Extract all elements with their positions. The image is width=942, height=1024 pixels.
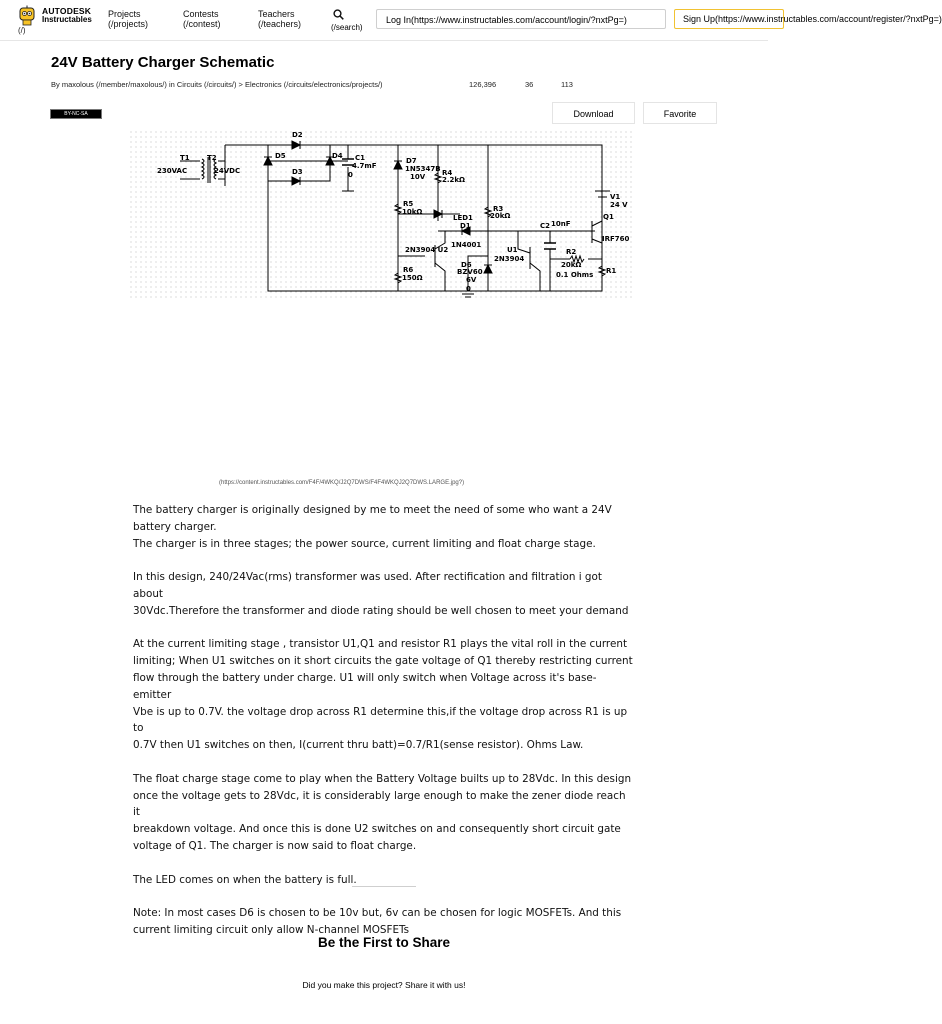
login-button[interactable]: Log In(https://www.instructables.com/account/login/?nxtPg=) [376,9,666,29]
label-V1-value: 24 V [610,201,628,209]
label-R2: R2 [566,248,577,256]
label-D1: D1 [460,222,471,230]
comments-count: 113 [561,80,573,89]
label-U2: 2N3904 U2 [405,246,449,254]
label-R4-value: 2.2kΩ [442,176,466,184]
label-D7-voltage: 10V [410,173,426,181]
label-U1: U1 [507,246,518,254]
paragraph-design: In this design, 240/24Vac(rms) transformer was used. After rectification and filtration i got about 30Vdc.Therefore the transformer and diode rating should be well chosen to meet your demand [133,571,629,617]
section-divider [352,886,416,887]
brand-autodesk: AUTODESK [42,6,92,16]
page-title: 24V Battery Charger Schematic [51,54,275,71]
search-icon [333,9,344,20]
label-230VAC: 230VAC [157,167,188,175]
nav-projects-href: (/projects) [108,19,149,29]
label-R2-value: 20kΩ [561,261,582,269]
label-D6-part: BZV60 [457,268,483,276]
favorite-button[interactable]: Favorite [643,102,717,124]
article-body [133,502,633,956]
paragraph-current-limiting: At the current limiting stage , transistor U1,Q1 and resistor R1 plays the vital roll in the current limiting; When U1 switches on it short circuits the gate voltage of Q1 thereby restricting current flow through the battery under charge. U1 will only switch when Voltage across it's base-emitter Vbe is up to 0.7V. the voltage drop across R1 determine this,if the voltage drop across R1 is up to 0.7V then U1 switches on then, I(current thru batt)=0.7/R1(sense resistor). Ohms Law. [133,638,633,752]
search-link[interactable] [330,9,370,35]
views-count: 126,396 [469,80,497,89]
download-button[interactable]: Download [552,102,635,124]
schematic-image[interactable] [130,131,633,301]
nav-teachers-link[interactable] [258,9,301,29]
instructables-robot-icon [18,5,36,27]
nav-projects-label: Projects [108,9,141,19]
label-R6: R6 [403,266,414,274]
label-T1: T1 [180,154,190,162]
author-byline[interactable]: By maxolous (/member/maxolous/) in Circuits (/circuits/) > Electronics (/circuits/electronics/projects/) [51,80,383,89]
signup-button[interactable]: Sign Up(https://www.instructables.com/account/register/?nxtPg=) [674,9,784,29]
paragraph-led: The LED comes on when the battery is full. [133,873,357,886]
label-R4: R4 [442,169,453,177]
label-D4: D4 [332,152,343,160]
label-C1: C1 [355,154,366,162]
label-D5: D5 [275,152,286,160]
share-subtext: Did you make this project? Share it with us! [302,980,466,990]
nav-projects-link[interactable] [108,9,148,29]
label-24VDC: 24VDC [214,167,241,175]
instructables-logo-link[interactable] [14,5,94,37]
label-D7: D7 [406,157,417,165]
label-C1-zero: 0 [348,171,353,179]
label-T2: T2 [207,154,217,162]
nav-teachers-label: Teachers [258,9,295,19]
label-D6: D6 [461,261,472,269]
label-C2: C2 [540,222,551,230]
search-href: (/search) [331,23,363,32]
label-R5: R5 [403,200,414,208]
brand-instructables: Instructables [42,15,92,24]
nav-contests-label: Contests [183,9,219,19]
label-D2: D2 [292,131,303,139]
cc-license-badge[interactable]: BY-NC-SA [50,109,102,119]
label-D3: D3 [292,168,303,176]
paragraph-intro: The battery charger is originally designed by me to meet the need of some who want a 24V battery charger. The charger is in three stages; the power source, current limiting and float charge stage. [133,504,612,550]
paragraph-note: Note: In most cases D6 is chosen to be 10v but, 6v can be chosen for logic MOSFETs. And this current limiting circuit only allow N-channel MOSFETs [133,907,622,936]
label-C1-value: 4.7mF [352,162,377,170]
nav-contests-link[interactable] [183,9,221,29]
label-C2-value: 10nF [551,220,571,228]
logo-href: (/) [18,26,26,35]
label-R1-value: 0.1 Ohms [556,271,594,279]
paragraph-float-charge: The float charge stage come to play when the Battery Voltage builts up to 28Vdc. In this design once the voltage gets to 28Vdc, it is considerably large enough to make the zener diode reach it breakdown voltage. And once this is done U2 switches on and consequently short circuit gate voltage of Q1. The charger is now said to float charge. [133,772,632,852]
label-V1: V1 [610,193,621,201]
label-R5-value: 10kΩ [402,208,423,216]
label-LED1: LED1 [453,214,473,222]
label-R6-value: 150Ω [402,274,423,282]
label-Q1-part: IRF760 [602,235,630,243]
nav-teachers-href: (/teachers) [258,19,302,29]
top-navigation [0,0,942,41]
nav-contests-href: (/contest) [183,19,221,29]
label-R3: R3 [493,205,504,213]
image-source-link[interactable]: (https://content.instructables.com/F4F/4WKQ/J2Q7DWS/F4F4WKQJ2Q7DWS.LARGE.jpg?) [219,480,465,486]
label-Q1: Q1 [603,213,614,221]
label-R3-value: 20kΩ [490,212,511,220]
label-D1-part: 1N4001 [451,241,482,249]
label-R1: R1 [606,267,617,275]
favorites-count: 36 [525,80,534,89]
label-D7-part: 1N5347B [405,165,441,173]
label-ground: 0 [466,285,471,293]
label-D6-voltage: 6V [466,276,477,284]
label-U1-part: 2N3904 [494,255,525,263]
share-heading: Be the First to Share [317,935,451,950]
